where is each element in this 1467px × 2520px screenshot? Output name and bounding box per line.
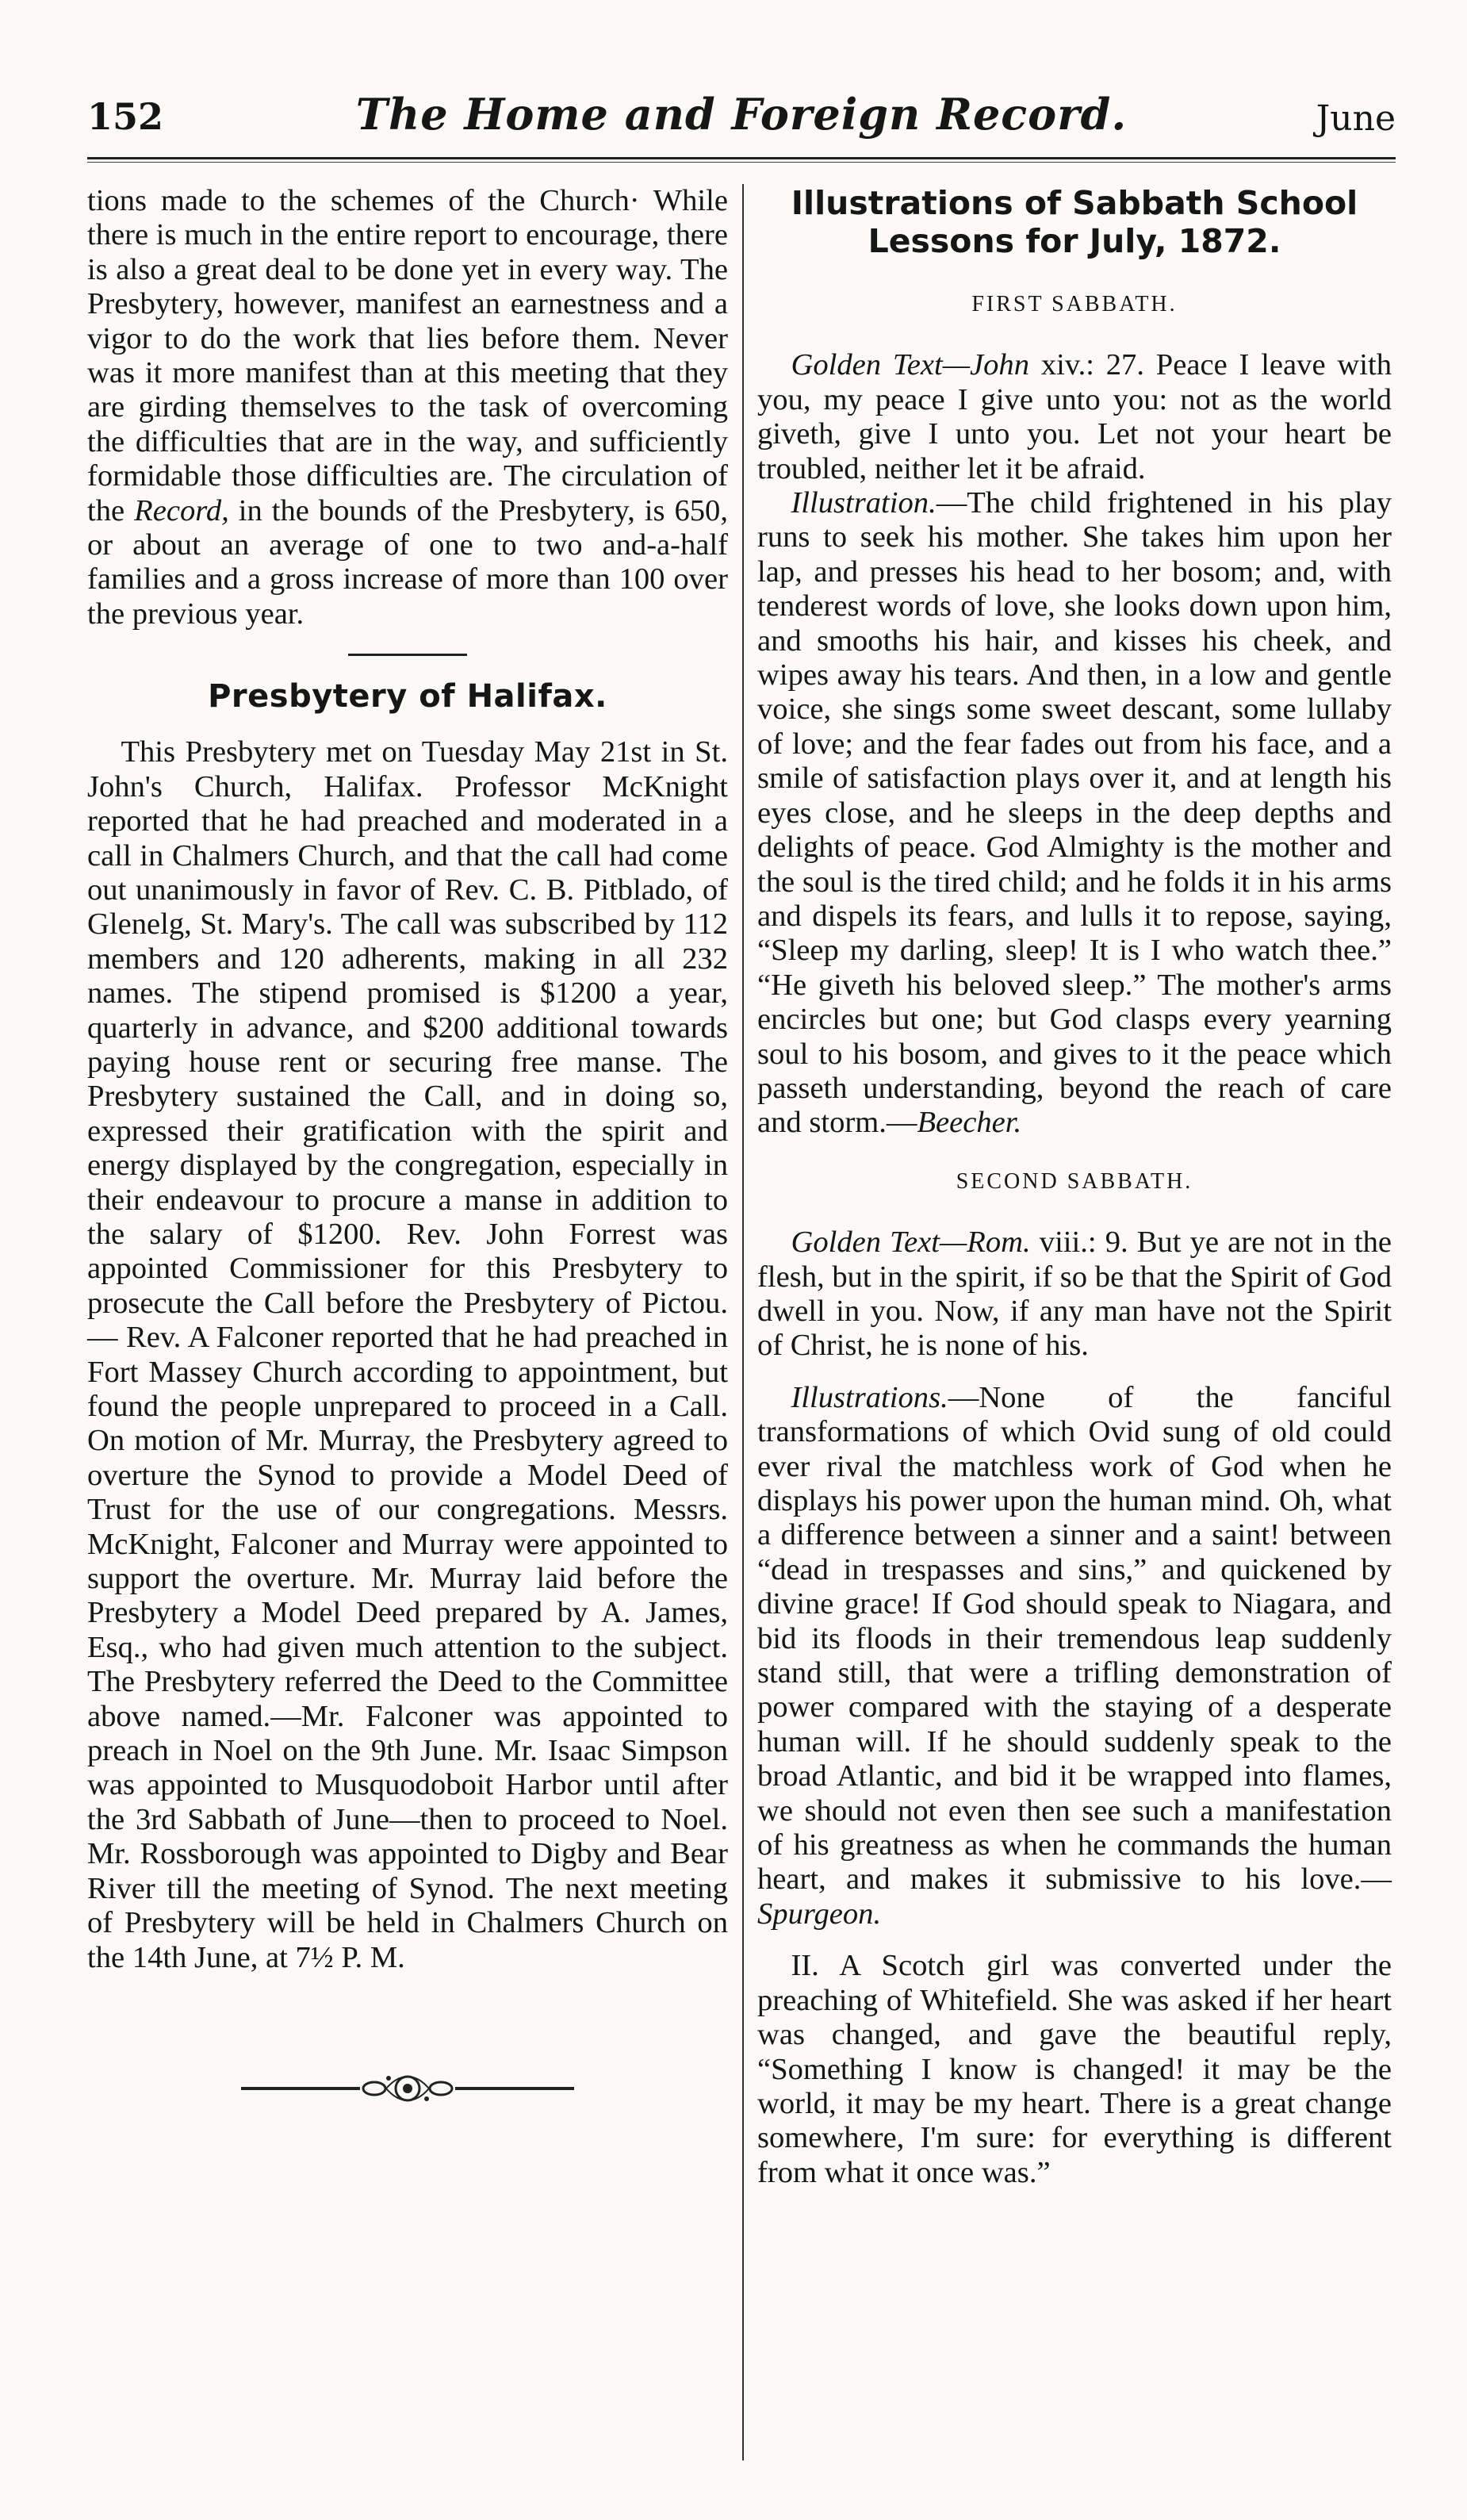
item-number: II. xyxy=(791,1949,819,1983)
first-illustration xyxy=(757,486,1392,1141)
second-illustration-label: Illustrations. xyxy=(791,1380,948,1414)
running-header xyxy=(87,89,1396,152)
journal-title: The Home and Foreign Record. xyxy=(355,89,1128,140)
page-number: 152 xyxy=(87,95,164,138)
first-sabbath-heading: FIRST SABBATH. xyxy=(971,292,1178,316)
item-body: A Scotch girl was converted under the preaching of Whitefield. She was asked if her heart was changed, and gave the beautiful reply, “Something I know is changed! it may be the world, it may be my heart. There is a great change somewhere, I'm sure: for everything is different from what it once was.” xyxy=(757,1949,1392,2189)
right-column xyxy=(757,184,1392,2190)
second-attribution: Spurgeon. xyxy=(757,1897,882,1931)
scotch-girl-paragraph xyxy=(757,1949,1392,2190)
first-golden-body: xiv.: 27. Peace I leave with you, my peace I give unto you: not as the world giveth, give I unto you. Let not your heart be troubled, neither let it be afraid. xyxy=(757,348,1392,485)
section-divider xyxy=(348,654,467,656)
record-title: Record, xyxy=(134,493,229,527)
second-illustration-body: —None of the fanciful transformations of which Ovid sung of old could ever rival the matchless work of God when he displays his power upon the human mind. Oh, what a difference between a sinner and a saint! between “dead in trespasses and sins,” and quickened by divine grace! If God should speak to Niagara, and bid its floods in their tremendous leap suddenly stand still, that were a trifling demonstration of power compared with the staying of a desperate human will. If he should suddenly speak to the broad Atlantic, and bid it be wrapped into flames, we should not even then see such a manifestation of his greatness as when he commands the human heart, and makes it submissive to his love.— xyxy=(757,1380,1392,1897)
first-illustration-body: —The child frightened in his play runs to seek his mother. She takes him upon her lap, and presses his head to her bosom; and, with tenderest words of love, she looks down upon him, and smooths his hair, and kisses his cheek, and wipes away his tears. And then, in a low and gentle voice, she sings some sweet descant, some lullaby of love; and the fear fades out from his face, and a smile of satisfaction plays over it, and at length his eyes close, and he sleeps in the deep depths and delights of peace. God Almighty is the mother and the soul is the tired child; and he folds it in his arms and dispels its fears, and lulls it to repose, saying, “Sleep my darling, sleep! It is I who watch thee.” “He giveth his beloved sleep.” The mother's arms encircles but one; but God clasps every yearning soul to his bosom, and gives to it the peace which passeth understanding, beyond the reach of care and storm.— xyxy=(757,486,1392,1140)
second-golden-text xyxy=(757,1225,1392,1364)
second-golden-label: Golden Text—Rom. xyxy=(791,1225,1031,1260)
presbytery-report: This Presbytery met on Tuesday May 21st in St. John's Church, Halifax. Professor McKnight reported that he had preached and moderated in a call in Chalmers Church, and that the call had come out unanimously in favor of Rev. C. B. Pitblado, of Glenelg, St. Mary's. The call was subscribed by 112 members and 120 adherents, making in all 232 names. The stipend promised is $1200 a year, quarterly in advance, and $200 additional towards paying house rent or securing free manse. The Presbytery sustained the Call, and in doing so, expressed their gratification with the spirit and energy displayed by the congregation, especially in their endeavour to procure a manse in addition to the salary of $1200. Rev. John Forrest was appointed Commissioner for this Presbytery to prosecute the Call before the Presbytery of Pictou.— Rev. A Falconer reported that he had preached in Fort Massey Church according to appointment, but found the people unprepared to proceed in a Call. On motion of Mr. Murray, the Presbytery agreed to overture the Synod to provide a Model Deed of Trust for the use of our congregations. Messrs. McKnight, Falconer and Murray were appointed to support the overture. Mr. Murray laid before the Presbytery a Model Deed prepared by A. James, Esq., who had given much attention to the subject. The Presbytery referred the Deed to the Committee above named.—Mr. Falconer was appointed to preach in Noel on the 9th June. Mr. Isaac Simpson was appointed to Musquodoboit Harbor until after the 3rd Sabbath of June—then to proceed to Noel. Mr. Rossborough was appointed to Digby and Bear River till the meeting of Synod. The next meeting of Presbytery will be held in Chalmers Church on the 14th June, at 7½ P. M. xyxy=(87,735,728,1974)
header-rule xyxy=(87,157,1396,159)
ornament-divider xyxy=(241,2070,574,2107)
first-golden-label: Golden Text—John xyxy=(791,348,1029,382)
section-heading-presbytery: Presbytery of Halifax. xyxy=(208,678,607,715)
first-attribution: Beecher. xyxy=(917,1106,1022,1140)
left-column xyxy=(87,184,728,2107)
second-illustration xyxy=(757,1381,1392,1932)
continued-paragraph xyxy=(87,184,728,631)
second-golden-body: viii.: 9. But ye are not in the flesh, but in the spirit, if so be that the Spirit of God dwell in you. Now, if any man have not the Spirit of Christ, he is none of his. xyxy=(757,1225,1392,1363)
header-month: June xyxy=(1316,98,1396,139)
lessons-title: Illustrations of Sabbath School Lessons for July, 1872. xyxy=(791,184,1358,260)
column-divider xyxy=(742,184,744,2461)
first-golden-text xyxy=(757,348,1392,486)
first-illustration-label: Illustration. xyxy=(791,486,937,520)
continued-text: tions made to the schemes of the Church· While there is much in the entire report to encourage, there is also a great deal to be done yet in every way. The Presbytery, however, manifest an earnestness and a vigor to do the work that lies before them. Never was it more manifest than at this meeting that they are girding themselves to the task of overcoming the difficulties that are in the way, and sufficiently formidable those difficulties are. The circulation of the xyxy=(87,184,728,527)
continued-text-end: in the bounds of the Presbytery, is 650, or about an average of one to two and-a-half families and a gross increase of more than 100 over the previous year. xyxy=(87,493,728,631)
second-sabbath-heading: SECOND SABBATH. xyxy=(956,1168,1193,1194)
